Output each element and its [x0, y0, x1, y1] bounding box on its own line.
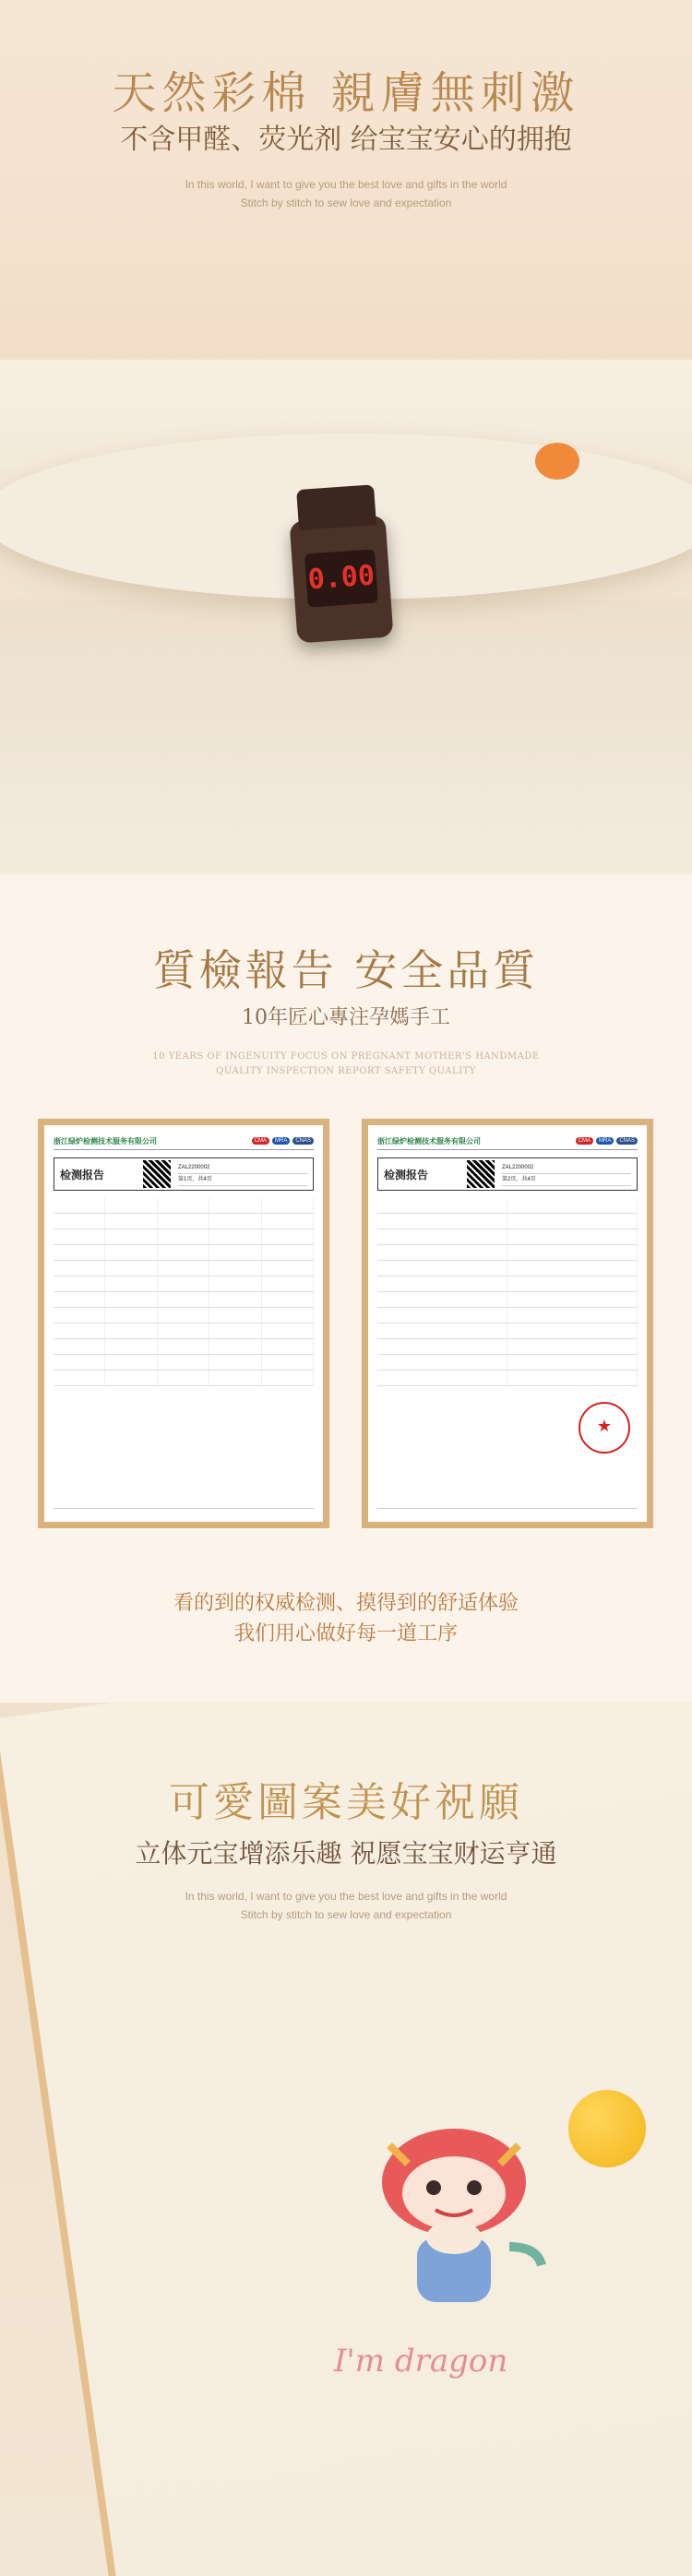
english-line-1: In this world, I want to give you the best love and gifts in the world	[185, 1890, 507, 1903]
cnas-logo-icon: CNAS	[616, 1137, 638, 1145]
report-title-box	[377, 1157, 638, 1191]
table-row	[377, 1371, 638, 1386]
cert-logos	[252, 1137, 314, 1145]
table-row	[54, 1292, 314, 1308]
qr-code-icon	[143, 1160, 171, 1188]
meter-top	[296, 484, 376, 530]
table-row	[54, 1339, 314, 1355]
english-line-2: Stitch by stitch to sew love and expectation	[240, 1908, 452, 1921]
table-row	[377, 1198, 638, 1214]
ilac-logo-icon: MRA	[272, 1137, 290, 1145]
english-line-1: 10 YEARS OF INGENUITY FOCUS ON PREGNANT MOTHER'S HANDMADE	[152, 1051, 540, 1062]
section-organic-cotton	[0, 0, 692, 874]
table-row	[54, 1261, 314, 1276]
table-row	[377, 1292, 638, 1308]
report-page: 第2页，共4页	[502, 1174, 631, 1186]
report-title: 检测报告	[60, 1168, 105, 1181]
table-row	[54, 1245, 314, 1261]
english-line-1: In this world, I want to give you the best love and gifts in the world	[185, 178, 507, 191]
table-row	[54, 1229, 314, 1245]
section2-english	[0, 1050, 692, 1079]
report-meta	[178, 1162, 307, 1186]
orange-decoration-icon	[535, 443, 579, 480]
section3-english	[0, 1887, 692, 1924]
inspection-report-right	[362, 1119, 653, 1528]
table-row	[377, 1261, 638, 1276]
table-row	[377, 1245, 638, 1261]
english-line-2: QUALITY INSPECTION REPORT SAFETY QUALITY	[216, 1066, 476, 1076]
table-row	[54, 1214, 314, 1229]
report-lab-name: 浙江绿炉检测技术服务有限公司	[54, 1136, 157, 1146]
meter-screen: 0.00	[304, 549, 378, 607]
section1-title: 天然彩棉 親膚無刺激	[112, 67, 580, 119]
report-title-box	[54, 1157, 314, 1191]
table-row	[377, 1308, 638, 1324]
table-row	[377, 1324, 638, 1339]
report-header	[54, 1133, 314, 1150]
report-page: 第1页，共4页	[178, 1174, 307, 1186]
table-row	[54, 1324, 314, 1339]
table-row	[377, 1339, 638, 1355]
report-footer	[54, 1508, 314, 1513]
qr-code-icon	[467, 1160, 495, 1188]
section1-subtitle: 不含甲醛、荧光剂 给宝宝安心的拥抱	[120, 124, 572, 156]
report-table	[54, 1198, 314, 1386]
table-row	[54, 1308, 314, 1324]
table-row	[54, 1276, 314, 1292]
report-lab-name: 浙江绿炉检测技术服务有限公司	[377, 1136, 481, 1146]
section1-english	[0, 175, 692, 212]
inspection-report-left	[38, 1119, 329, 1528]
section2-caption-1: 看的到的权威检测、摸得到的舒适体验	[173, 1592, 519, 1615]
report-meta	[502, 1162, 631, 1186]
section2-subtitle: 10年匠心專注孕媽手工	[242, 1006, 450, 1029]
table-row	[377, 1229, 638, 1245]
report-table	[377, 1198, 638, 1386]
formaldehyde-meter-icon	[290, 516, 394, 644]
table-row	[54, 1198, 314, 1214]
section3-title: 可愛圖案美好祝願	[169, 1779, 523, 1826]
dragon-illustration-icon	[352, 2108, 555, 2330]
ingot-balloon-icon	[568, 2090, 646, 2167]
section-quality-report	[0, 884, 692, 1693]
official-seal-icon: ★	[579, 1402, 630, 1454]
cma-logo-icon: CMA	[252, 1137, 269, 1145]
section3-subtitle: 立体元宝增添乐趣 祝愿宝宝财运亨通	[135, 1838, 557, 1869]
english-line-2: Stitch by stitch to sew love and expectation	[240, 196, 452, 209]
cnas-logo-icon: CNAS	[292, 1137, 314, 1145]
table-row	[377, 1214, 638, 1229]
section2-title: 質檢報告 安全品質	[152, 945, 540, 995]
table-row	[54, 1355, 314, 1371]
im-dragon-text: I'm dragon	[334, 2343, 508, 2380]
table-row	[377, 1276, 638, 1292]
report-title: 检测报告	[384, 1168, 429, 1181]
cert-logos	[576, 1137, 638, 1145]
section2-caption-2: 我们用心做好每一道工序	[233, 1622, 458, 1645]
report-number: ZAL2200002	[502, 1162, 631, 1174]
table-row	[377, 1355, 638, 1371]
report-header	[377, 1133, 638, 1150]
ilac-logo-icon: MRA	[596, 1137, 614, 1145]
cloth-layer-bottom	[0, 599, 692, 874]
section-cute-pattern	[0, 1703, 692, 2576]
report-footer	[377, 1508, 638, 1513]
cma-logo-icon: CMA	[576, 1137, 593, 1145]
table-row	[54, 1371, 314, 1386]
report-number: ZAL2200002	[178, 1162, 307, 1174]
